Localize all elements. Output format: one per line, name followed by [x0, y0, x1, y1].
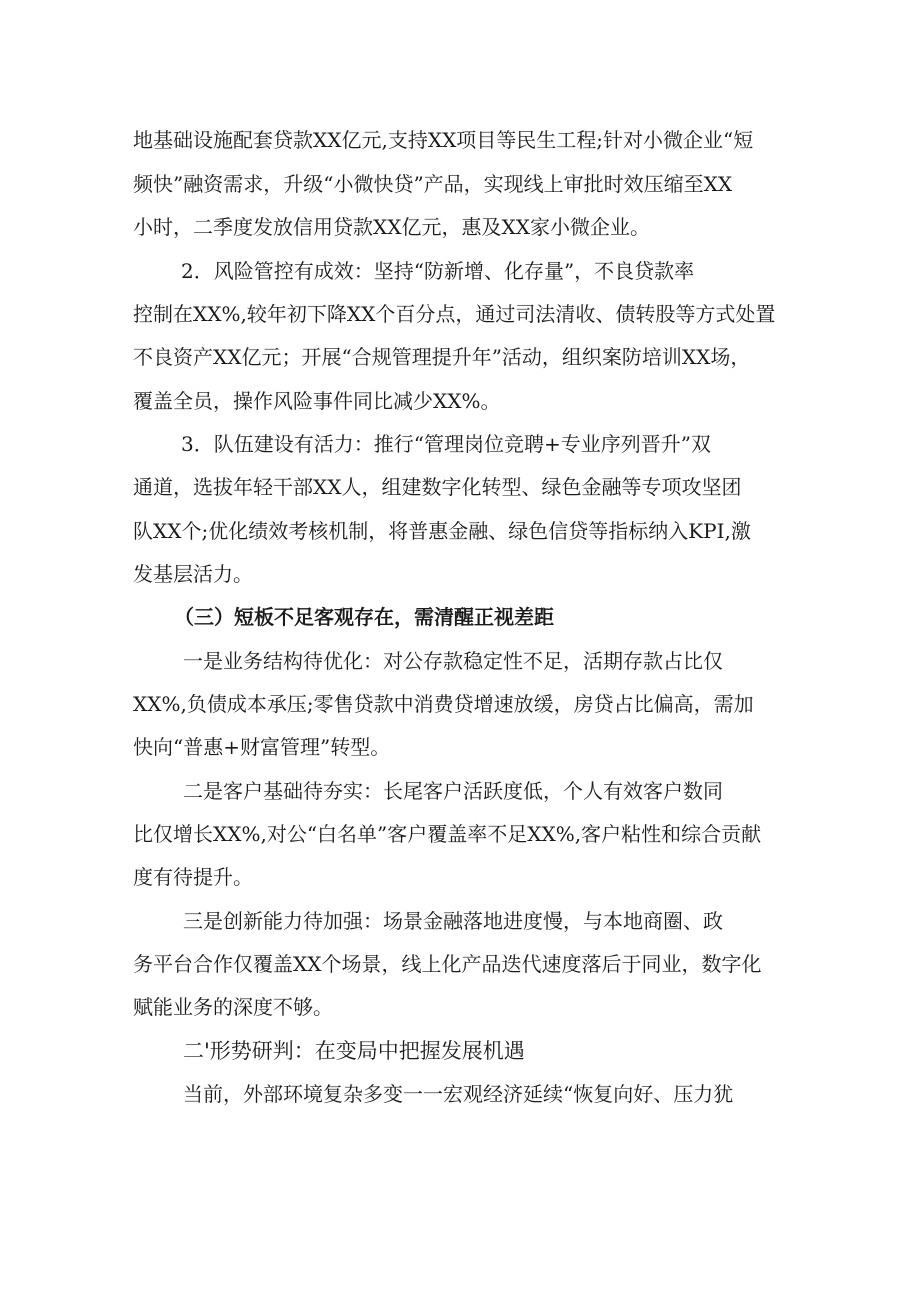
section-item-2-first-line: 2．风险管控有成效：坚持“防新增、化存量”，不良贷款率: [181, 259, 695, 283]
paragraph-line: 度有待提升。: [133, 865, 253, 889]
paragraph-line: 覆盖全员，操作风险事件同比减少XX%。: [133, 389, 501, 413]
paragraph-first-line: 当前，外部环境复杂多变一一宏观经济延续“恢复向好、压力犹: [183, 1082, 734, 1106]
paragraph-first-line: 三是创新能力待加强：场景金融落地进度慢，与本地商圈、政: [183, 909, 723, 933]
paragraph-line: 地基础设施配套贷款XX亿元,支持XX项目等民生工程;针对小微企业“短: [133, 128, 754, 152]
paragraph-line: 小时，二季度发放信用贷款XX亿元，惠及XX家小微企业。: [133, 215, 650, 239]
subsection-heading: （三）短板不足客观存在，需清醒正视差距: [174, 605, 554, 629]
paragraph-line: 务平台合作仅覆盖XX个场景，线上化产品迭代速度落后于同业，数字化: [133, 952, 762, 976]
paragraph-line: 不良资产XX亿元；开展“合规管理提升年”活动，组织案防培训XX场，: [133, 345, 751, 369]
paragraph-line: 快向“普惠+财富管理”转型。: [133, 735, 391, 759]
paragraph-first-line: 二是客户基础待夯实：长尾客户活跃度低，个人有效客户数同: [183, 779, 723, 803]
paragraph-line: 赋能业务的深度不够。: [133, 995, 333, 1019]
paragraph-line: 队XX个;优化绩效考核机制，将普惠金融、绿色信贷等指标纳入KPI,激: [133, 519, 751, 543]
paragraph-line: 比仅增长XX%,对公“白名单”客户覆盖率不足XX%,客户粘性和综合贡献: [133, 822, 762, 846]
paragraph-line: XX%,负债成本承压;零售贷款中消费贷增速放缓，房贷占比偏高，需加: [133, 692, 754, 716]
paragraph-first-line: 一是业务结构待优化：对公存款稳定性不足，活期存款占比仅: [183, 649, 723, 673]
section-heading: 二'形势研判：在变局中把握发展机遇: [183, 1039, 525, 1063]
section-item-3-first-line: 3．队伍建设有活力：推行“管理岗位竞聘+专业序列晋升”双: [181, 432, 711, 456]
paragraph-line: 控制在XX%,较年初下降XX个百分点，通过司法清收、债转股等方式处置: [133, 302, 776, 326]
paragraph-line: 发基层活力。: [133, 562, 253, 586]
paragraph-line: 频快”融资需求，升级“小微快贷”产品，实现线上审批时效压缩至XX: [133, 172, 733, 196]
paragraph-line: 通道，选拔年轻干部XX人，组建数字化转型、绿色金融等专项攻坚团: [133, 475, 742, 499]
